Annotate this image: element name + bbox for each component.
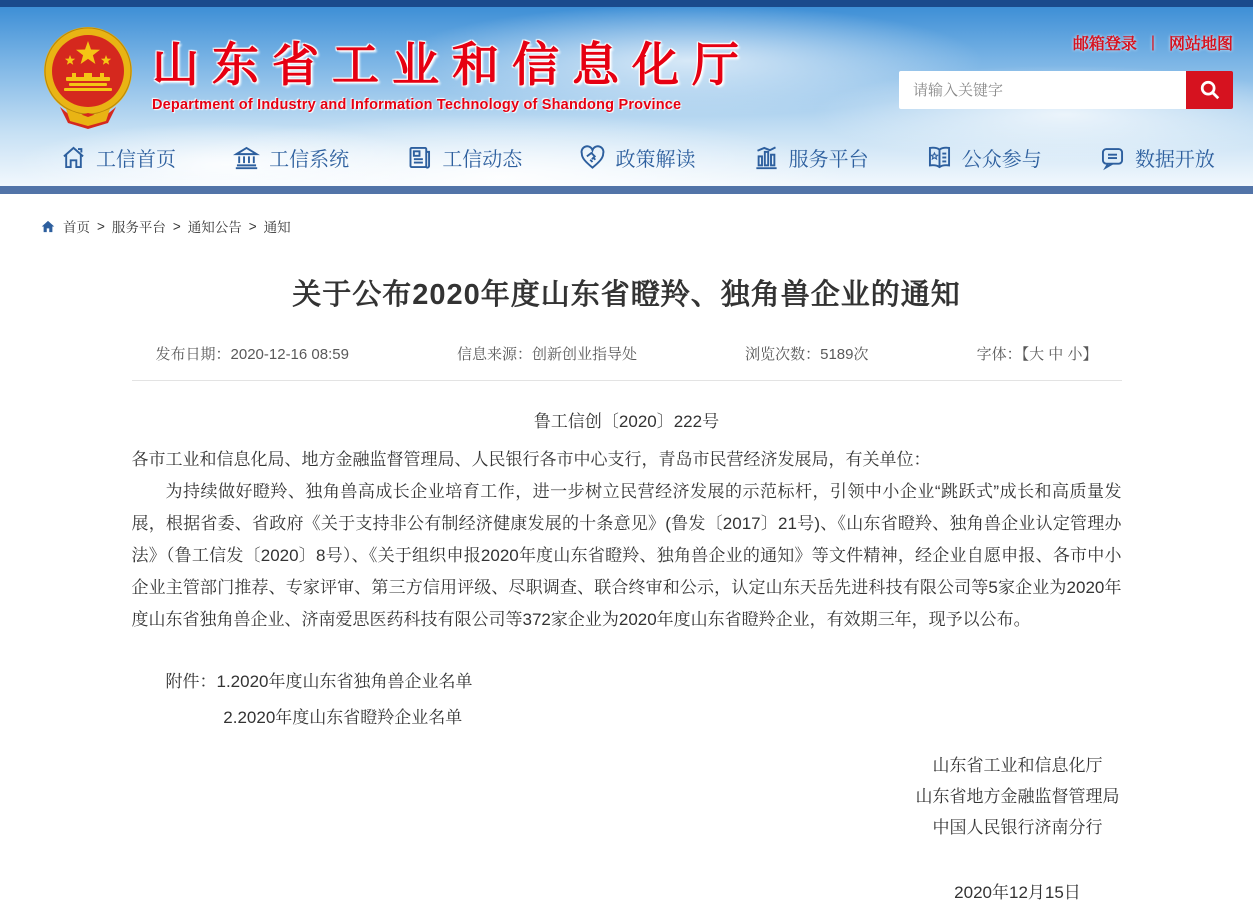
search-icon <box>1199 79 1221 101</box>
attachment-line <box>132 700 1122 736</box>
nav-item-policy[interactable] <box>579 143 695 172</box>
home-icon <box>40 219 56 234</box>
nav-label: 公众参与 <box>961 148 1042 171</box>
attachment-link-unicorn-list[interactable]: 1.2020年度山东省独角兽企业名单 <box>216 672 473 691</box>
signature-org: 中国人民银行济南分行 <box>932 818 1103 837</box>
nav-item-participation[interactable] <box>926 143 1042 172</box>
document-body <box>132 444 1122 636</box>
publish-date: 发布日期：2020-12-16 08:59 <box>155 346 349 363</box>
attachments-label: 附件： <box>165 672 217 691</box>
nav-label: 工信动态 <box>442 148 523 171</box>
top-strip <box>0 0 1253 7</box>
attachments <box>132 664 1122 736</box>
breadcrumb-separator: > <box>248 218 257 234</box>
nav-item-service[interactable] <box>753 143 869 172</box>
nav-item-data[interactable] <box>1099 143 1215 172</box>
nav-label: 数据开放 <box>1134 148 1215 171</box>
nav-label: 政策解读 <box>615 148 696 171</box>
info-source: 信息来源：创新创业指导处 <box>457 346 638 363</box>
breadcrumb-item-service[interactable]: 服务平台 <box>111 220 166 235</box>
book-star-icon <box>926 144 953 171</box>
sitemap-link[interactable]: 网站地图 <box>1168 36 1233 53</box>
attachment-line <box>132 664 1122 700</box>
attachment-link-gazelle-list[interactable]: 2.2020年度山东省瞪羚企业名单 <box>223 708 463 727</box>
institution-icon <box>233 144 260 171</box>
signature-date: 2020年12月15日 <box>954 883 1081 902</box>
nav-item-home[interactable] <box>60 143 176 172</box>
chat-bubble-icon <box>1099 144 1126 171</box>
nav-underline-bar <box>0 186 1253 194</box>
document-number: 鲁工信创〔2020〕222号 <box>533 412 720 431</box>
article <box>132 272 1122 908</box>
breadcrumb-item-notices[interactable]: 通知公告 <box>187 220 242 235</box>
signature-block <box>916 750 1122 908</box>
search-box <box>899 71 1233 109</box>
signature-org: 山东省工业和信息化厅 <box>932 756 1103 775</box>
salutation: 各市工业和信息化局、地方金融监督管理局、人民银行各市中心支行，青岛市民营经济发展局，有关单位： <box>131 450 931 469</box>
breadcrumb-separator: > <box>97 218 105 234</box>
search-button[interactable] <box>1186 71 1233 109</box>
nav-label: 工信系统 <box>269 148 350 171</box>
breadcrumb <box>40 216 1253 236</box>
nav-label: 服务平台 <box>788 148 869 171</box>
mail-login-link[interactable]: 邮箱登录 <box>1072 36 1137 53</box>
site-logo[interactable] <box>42 25 752 131</box>
article-title: 关于公布2020年度山东省瞪羚、独角兽企业的通知 <box>292 279 961 311</box>
handshake-heart-icon <box>579 144 606 171</box>
nav-item-system[interactable] <box>233 143 349 172</box>
font-size-control: 字体：【大 中 小】 <box>976 346 1098 363</box>
top-links-separator: | <box>1150 33 1155 51</box>
site-title: 山东省工业和信息化厅 <box>152 38 752 91</box>
nav-item-news[interactable] <box>406 143 522 172</box>
national-emblem-icon <box>42 25 134 131</box>
article-meta <box>132 343 1122 381</box>
font-size-medium[interactable]: 中 <box>1048 346 1064 363</box>
home-icon <box>60 144 87 171</box>
site-subtitle: Department of Industry and Information Technology of Shandong Province <box>152 96 682 113</box>
nav-label: 工信首页 <box>96 148 176 171</box>
news-icon <box>406 144 433 171</box>
main-nav <box>0 134 1253 186</box>
site-header <box>0 7 1253 186</box>
body-paragraph: 为持续做好瞪羚、独角兽高成长企业培育工作，进一步树立民营经济发展的示范标杆，引领中小企业“跳跃式”成长和高质量发展，根据省委、省政府《关于支持非公有制经济健康发展的十条意见》(鲁发〔2017〕21号)、《山东省瞪羚、独角兽企业认定管理办法》（鲁工信发〔2020〕8号）、《关于组织申报2020年度山东省瞪羚、独角兽企业的通知》等文件精神，经企业自愿申报、各市中小企业主管部门推荐、专家评审、第三方信用评级、尽职调查、联合终审和公示，认定山东天岳先进科技有限公司等5家企业为2020年度山东省独角兽企业、济南爱思医药科技有限公司等372家企业为2020年度山东省瞪羚企业，有效期三年，现予以公布。 <box>131 482 1122 629</box>
view-count: 浏览次数：5189次 <box>745 346 869 363</box>
font-size-large[interactable]: 大 <box>1029 346 1045 363</box>
search-input[interactable] <box>899 71 1186 109</box>
breadcrumb-item-notice[interactable]: 通知 <box>263 220 291 235</box>
font-size-small[interactable]: 小 <box>1067 346 1083 363</box>
signature-org: 山东省地方金融监督管理局 <box>915 787 1120 806</box>
breadcrumb-separator: > <box>172 218 181 234</box>
top-links <box>1073 31 1233 54</box>
bar-chart-icon <box>753 144 780 171</box>
breadcrumb-item-home[interactable]: 首页 <box>63 220 90 235</box>
